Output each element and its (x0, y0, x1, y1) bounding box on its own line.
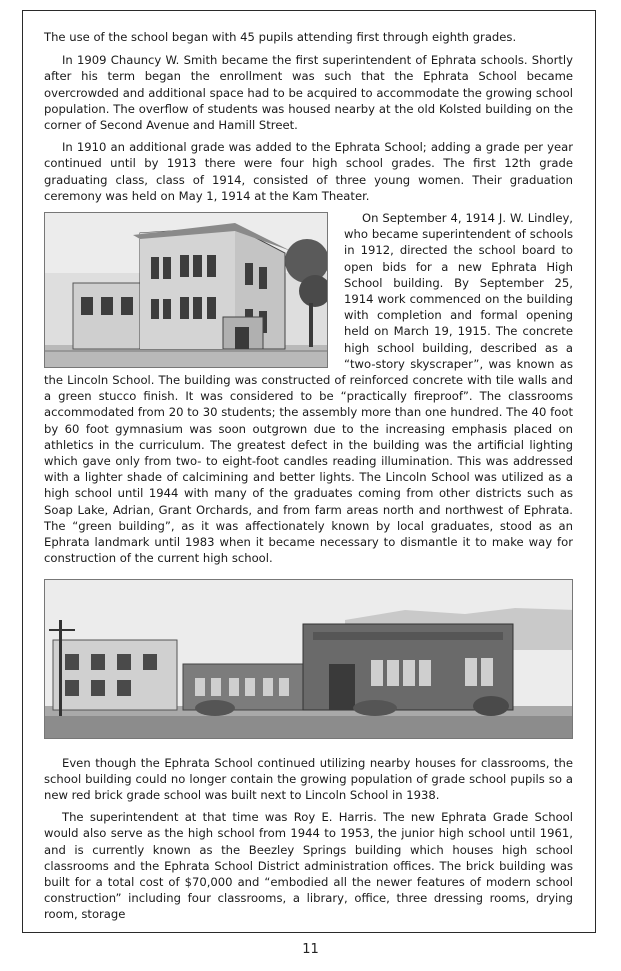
paragraph-1: The use of the school began with 45 pupils attending first through eighth grades. (44, 30, 517, 44)
paragraph-5: Even though the Ephrata School continued utilizing nearby houses for classrooms, the school building could no longer contain the growing population of grade school pupils so a new red brick grade school was built next to Lincoln School in 1938. (44, 755, 573, 802)
paragraph-4: On September 4, 1914 J. W. Lindley, who became superintendent of schools in 1912, directed the school board to open bids for a new Ephrata High School building. By September 25, 1914 work commenced on the building with completion and formal opening held on March 19, 1915. The concrete high school building, described as a “two-story skyscraper”, was known as the Lincoln School. The building was constructed of reinforced concrete with tile walls and a green stucco finish. It was considered to be “practically fireproof”. The classrooms accommodated from 20 to 30 students; the assembly more than one hundred. The 40 foot by 60 foot gymnasium was soon outgrown due to the increasing emphasis placed on athletics in the curriculum. The greatest defect in the building was the artificial lighting which gave only from two- to eight-foot candles reading illumination. This was addressed with a lighter shade of calcimining and better lights. The Lincoln School was utilized as a high school until 1944 with many of the graduates coming from other districts such as Soap Lake, Adrian, Grant Orchards, and from farm areas north and northwest of Ephrata. The “green building”, as it was affectionately known by local graduates, stood as an Ephrata landmark until 1983 when it became necessary to dismantle it to make way for construction of the current high school. (44, 211, 573, 566)
lincoln-school-photo (44, 212, 328, 368)
paragraph-2: In 1909 Chauncy W. Smith became the first superintendent of Ephrata schools. Shortly after his term began the enrollment was such that the Ephrata School became overcrowded and additional space had to be acquired to accommodate the growing school population. The overflow of students was housed nearby at the old Kolsted building on the corner of Second Avenue and Hamill Street. (44, 53, 573, 133)
paragraph-6: The superintendent at that time was Roy E. Harris. The new Ephrata Grade School would also serve as the high school from 1944 to 1953, the junior high school until 1961, and is currently known as the Beezley Springs building which houses high school classrooms and the Ephrata School District administration offices. The brick building was built for a total cost of $70,000 and “embodied all the newer features of modern school construction” including four classrooms, a library, office, three dressing rooms, drying room, storage (44, 810, 573, 922)
page-body (44, 29, 573, 929)
grade-school-photo (44, 579, 573, 739)
paragraph-3: In 1910 an additional grade was added to the Ephrata School; adding a grade per year continued until by 1913 there were four high school grades. The first 12th grade graduating class, class of 1914, consisted of three young women. Their graduation ceremony was held on May 1, 1914 at the Kam Theater. (44, 140, 573, 203)
page-number: 11 (302, 942, 319, 957)
